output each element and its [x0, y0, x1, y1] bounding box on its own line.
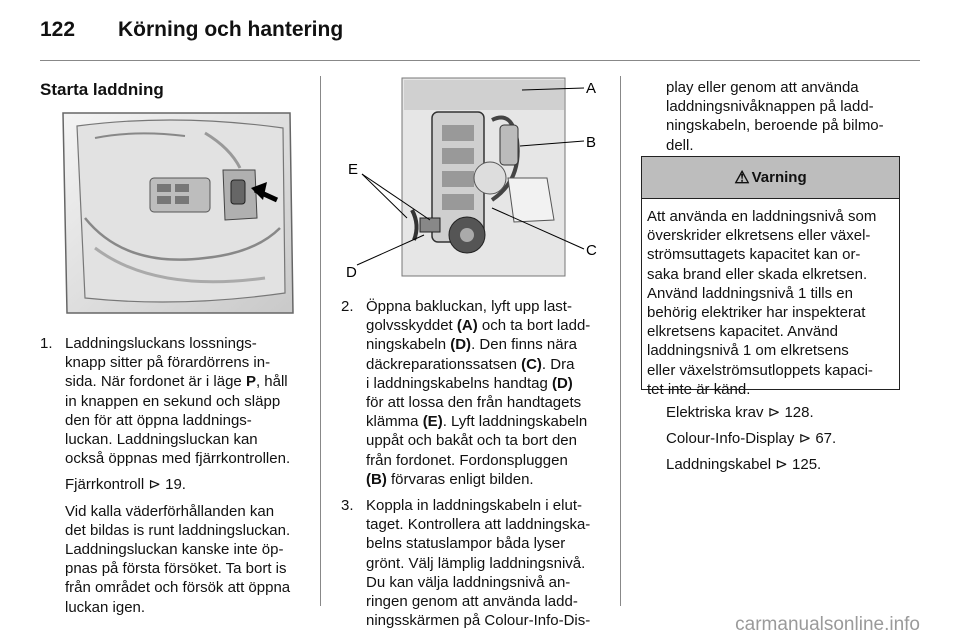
ref-page: 128. [784, 404, 814, 421]
text-line: belns statuslampor båda lyser [366, 535, 566, 553]
text-line: . Dra [541, 355, 575, 373]
reference-list [666, 400, 906, 478]
ref-d-bold: (D) [450, 336, 472, 354]
text-line: knapp sitter på förardörrens in- [65, 354, 271, 372]
text-line: saka brand eller skada elkretsen. [647, 265, 868, 283]
label-e: E [348, 161, 359, 178]
text-line: ningsskärmen på Colour-Info-Dis- [366, 612, 591, 630]
text-line: för att lossa den från handtagets [366, 394, 582, 412]
text-line: däckreparationssatsen [366, 355, 522, 373]
ref-page: 125. [792, 456, 822, 473]
text-line: från området och försök att öppna [65, 579, 291, 597]
text-line: Laddningsluckans lossnings- [65, 335, 257, 352]
warning-triangle-icon: ⚠ [734, 167, 750, 187]
ref-b-bold: (B) [366, 470, 387, 488]
text-line: förvaras enligt bilden. [386, 470, 534, 488]
ref-label: Colour-Info-Display [666, 430, 795, 447]
section-title: Starta laddning [40, 80, 164, 99]
ref-arrow-icon: ⊳ [148, 476, 161, 494]
text-line: luckan. Laddningsluckan kan [65, 431, 258, 449]
text-line: Att använda en laddningsnivå som [647, 208, 877, 225]
door-release-illustration [55, 108, 300, 318]
watermark: carmanualsonline.info [735, 614, 920, 635]
step-1-number: 1. [40, 335, 53, 352]
text-line: den för att öppna laddnings- [65, 411, 252, 429]
step-2-number: 2. [341, 298, 354, 315]
ref-elektriska-krav[interactable] [666, 400, 906, 426]
gear-p-bold: P [245, 373, 256, 391]
step-3 [341, 496, 617, 630]
text-line: grönt. Välj lämplig laddningsnivå. [366, 554, 586, 572]
text-line: från fordonet. Fordonspluggen [366, 451, 568, 469]
ref-e-bold: (E) [422, 413, 443, 431]
ref-laddningskabel[interactable] [666, 452, 906, 478]
text-line: taget. Kontrollera att laddningska- [366, 516, 591, 534]
warning-box [641, 156, 900, 398]
text-line: ringen genom att använda ladd- [366, 593, 578, 611]
text-line: också öppnas med fjärrkontrollen. [65, 450, 291, 468]
text-line: behörig elektriker har inspekterat [647, 304, 866, 322]
column-divider-1 [320, 76, 321, 606]
text-line: ningskabeln [366, 336, 451, 354]
text-line: elkretsens kapacitet. Använd [647, 323, 838, 341]
text-line: dell. [666, 136, 694, 154]
page-number: 122 [40, 18, 76, 41]
warning-body [642, 199, 899, 399]
text-line: överskrider elkretsens eller växel- [647, 227, 871, 245]
step-3-number: 3. [341, 497, 354, 515]
text-line: Vid kalla väderförhållanden kan [65, 502, 275, 520]
text-line: laddningsnivå 1 om elkretsens [647, 342, 849, 360]
text-line: eller växelströmsutloppets kapaci- [647, 361, 873, 379]
text-line: ningskabeln, beroende på bilmo- [666, 117, 884, 135]
column-2-text [341, 297, 617, 630]
ref-page: 19. [165, 476, 186, 494]
text-line: uppåt och bakåt och ta bort den [366, 432, 577, 450]
header-rule [40, 60, 920, 61]
ref-label: Laddningskabel [666, 456, 772, 473]
warning-title: Varning [751, 169, 807, 186]
label-b: B [586, 134, 597, 151]
warning-header [642, 157, 899, 199]
text-line: in knappen en sekund och släpp [65, 392, 281, 410]
ref-label: Elektriska krav [666, 404, 764, 421]
text-line: laddningsnivåknappen på ladd- [666, 98, 874, 116]
text-line: tet inte är känd. [647, 380, 751, 398]
text-line: Koppla in laddningskabeln i elut- [366, 497, 582, 515]
ref-arrow-icon: ⊳ [767, 404, 781, 421]
text-line: det bildas is runt laddningsluckan. [65, 521, 291, 539]
page-header [40, 18, 343, 42]
text-line: strömsuttagets kapacitet kan or- [647, 246, 861, 264]
text-line: luckan igen. [65, 598, 146, 616]
step-3-continuation [641, 78, 936, 155]
ref-d-bold: (D) [551, 374, 573, 392]
text-line: i laddningskabelns handtag [366, 374, 552, 392]
text-line: Öppna bakluckan, lyft upp last- [366, 298, 572, 315]
step-1 [40, 334, 318, 617]
label-a: A [586, 80, 597, 97]
ref-colour-info-display[interactable] [666, 426, 906, 452]
text-line: , håll [255, 373, 288, 391]
text-line: . Lyft laddningskabeln [442, 413, 588, 431]
text-line: . Den finns nära [471, 336, 577, 354]
column-1-text [40, 334, 318, 617]
ref-page: 67. [815, 430, 837, 447]
text-line: pnas på första försöket. Ta bort is [65, 560, 287, 578]
ref-label: Fjärrkontroll [65, 476, 145, 494]
chapter-title: Körning och hantering [118, 18, 344, 41]
ref-fjarrkontroll[interactable] [65, 475, 318, 494]
text-line: play eller genom att använda [666, 79, 859, 96]
text-line: Laddningsluckan kanske inte öp- [65, 541, 284, 559]
text-line: Använd laddningsnivå 1 tills en [647, 284, 853, 302]
cargo-area-illustration [342, 70, 604, 285]
label-d: D [346, 264, 357, 281]
text-line: och ta bort ladd- [477, 317, 591, 335]
text-line: sida. När fordonet är i läge [65, 373, 246, 391]
text-line: klämma [366, 413, 423, 431]
text-line: Du kan välja laddningsnivå an- [366, 573, 571, 591]
ref-arrow-icon: ⊳ [798, 430, 812, 447]
ref-arrow-icon: ⊳ [775, 456, 788, 473]
column-divider-2 [620, 76, 621, 606]
step-2 [341, 297, 617, 489]
ref-c-bold: (C) [521, 355, 542, 373]
ref-a-bold: (A) [456, 317, 478, 335]
text-line: golvsskyddet [366, 317, 457, 335]
label-c: C [586, 242, 597, 259]
